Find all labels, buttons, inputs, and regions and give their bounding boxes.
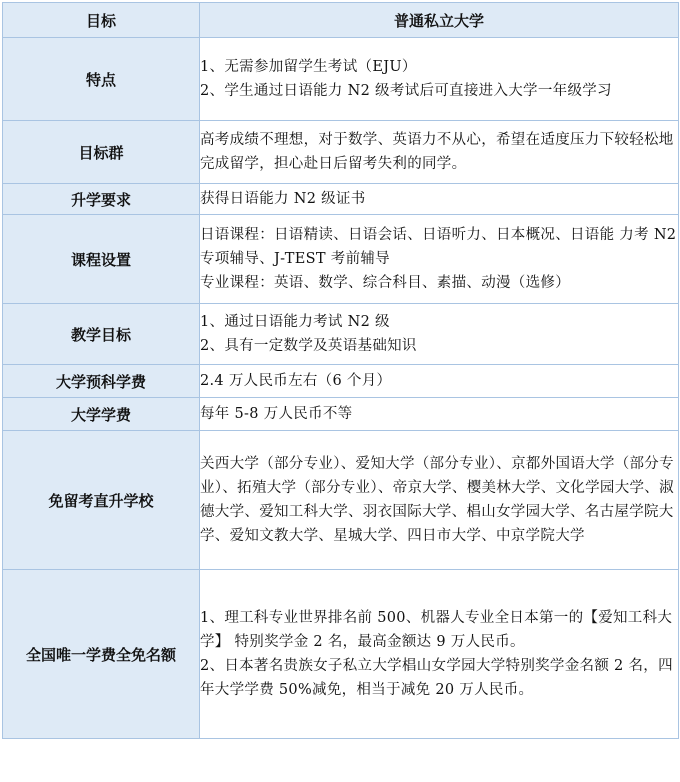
program-table-container: [2, 2, 679, 739]
value-line: 1、无需参加留学生考试（EJU）: [200, 59, 417, 75]
value-line: 获得日语能力 N2 级证书: [200, 191, 366, 207]
label-teaching-goals: 教学目标: [3, 304, 200, 365]
label-features: 特点: [3, 38, 200, 121]
value-target-group: [200, 121, 679, 184]
value-line: 专业课程：英语、数学、综合科目、素描、动漫（选修）: [200, 275, 570, 291]
label-target-group: 目标群: [3, 121, 200, 184]
value-line: 2、日本著名贵族女子私立大学椙山女学园大学特别奖学金名额 2 名，四年大学学费 50%减免，相当于减免 20 万人民币。: [200, 658, 673, 698]
value-curriculum: [200, 215, 679, 304]
row-prep-tuition: [3, 365, 679, 398]
value-line: 2.4 万人民币左右（6 个月）: [200, 373, 392, 389]
value-direct-admission-schools: [200, 431, 679, 570]
row-university-tuition: [3, 398, 679, 431]
header-target: 目标: [3, 3, 200, 38]
row-features: [3, 38, 679, 121]
row-curriculum: [3, 215, 679, 304]
label-university-tuition: 大学学费: [3, 398, 200, 431]
value-teaching-goals: [200, 304, 679, 365]
value-line: 1、理工科专业世界排名前 500、机器人专业全日本第一的【爱知工科大学】 特别奖学金 2 名，最高金额达 9 万人民币。: [200, 610, 673, 650]
table-header-row: [3, 3, 679, 38]
value-line: 关西大学（部分专业）、爱知大学（部分专业）、京都外国语大学（部分专业）、拓殖大学（部分专业）、帝京大学、樱美林大学、文化学园大学、淑德大学、爱知工科大学、羽衣国际大学、椙山女学园大学、名古屋学院大学、爱知文教大学、星城大学、四日市大学、中京学院大学: [200, 456, 674, 544]
value-line: 2、学生通过日语能力 N2 级考试后可直接进入大学一年级学习: [200, 83, 612, 99]
value-university-tuition: [200, 398, 679, 431]
row-teaching-goals: [3, 304, 679, 365]
label-prep-tuition: 大学预科学费: [3, 365, 200, 398]
label-curriculum: 课程设置: [3, 215, 200, 304]
value-full-scholarship: [200, 570, 679, 739]
label-admission-requirement: 升学要求: [3, 184, 200, 215]
header-private-university: 普通私立大学: [200, 3, 679, 38]
program-comparison-table: [2, 2, 679, 739]
value-line: 高考成绩不理想，对于数学、英语力不从心，希望在适度压力下较轻松地完成留学，担心赴日后留考失利的同学。: [200, 132, 674, 172]
row-full-scholarship: [3, 570, 679, 739]
value-features: [200, 38, 679, 121]
value-line: 每年 5-8 万人民币不等: [200, 406, 353, 422]
row-admission-requirement: [3, 184, 679, 215]
value-line: 1、通过日语能力考试 N2 级: [200, 314, 390, 330]
value-prep-tuition: [200, 365, 679, 398]
row-target-group: [3, 121, 679, 184]
value-line: 2、具有一定数学及英语基础知识: [200, 338, 417, 354]
value-line: 日语课程：日语精读、日语会话、日语听力、日本概况、日语能 力考 N2 专项辅导、J-TEST 考前辅导: [200, 227, 677, 267]
label-direct-admission-schools: 免留考直升学校: [3, 431, 200, 570]
label-full-scholarship: 全国唯一学费全免名额: [3, 570, 200, 739]
value-admission-requirement: [200, 184, 679, 215]
row-direct-admission-schools: [3, 431, 679, 570]
